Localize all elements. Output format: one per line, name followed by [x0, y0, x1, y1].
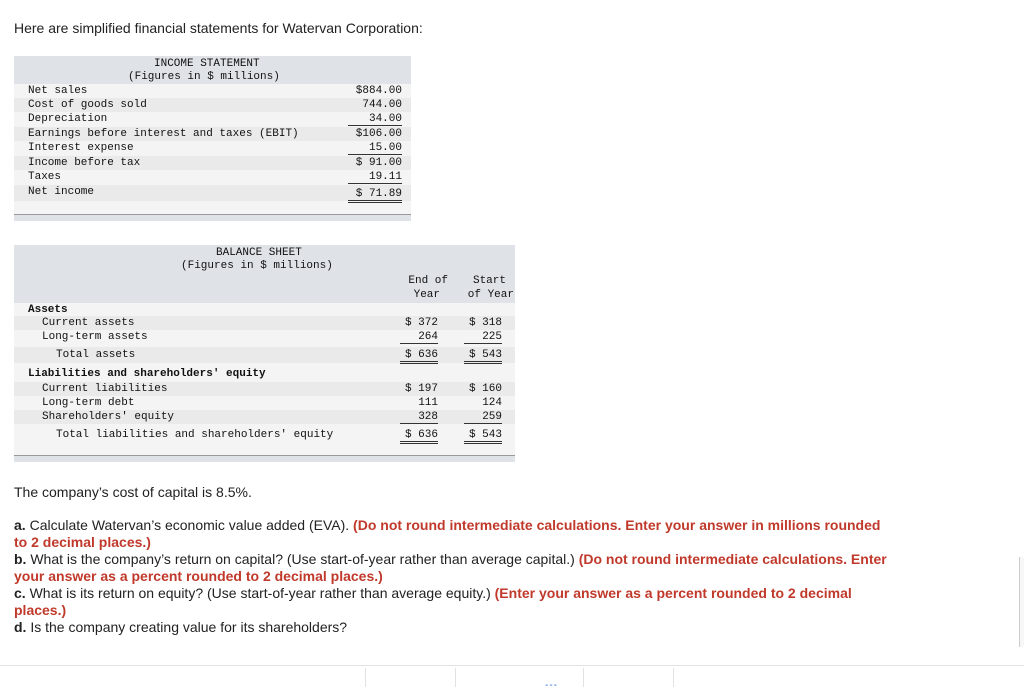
income-row [14, 127, 411, 141]
question-b-note: (Do not round intermediate calculations. Enter your answer as a percent rounded to 2 decimal places.) [14, 551, 887, 584]
balance-row-label: Current liabilities [42, 383, 168, 395]
income-row-value: $884.00 [355, 85, 402, 97]
answer-table-top-border [0, 665, 1024, 688]
question-d-text: Is the company creating value for its shareholders? [26, 619, 348, 635]
balance-end-value: 111 [418, 397, 438, 409]
income-row-label: Interest expense [28, 142, 134, 154]
income-row [14, 112, 411, 126]
question-d [14, 619, 894, 636]
side-panel-edge [1019, 557, 1024, 647]
question-c-note: (Enter your answer as a percent rounded to 2 decimal places.) [14, 585, 852, 618]
balance-row-label: Total liabilities and shareholders' equity [56, 429, 334, 441]
balance-end-value: $ 636 [400, 349, 438, 364]
question-c [14, 585, 894, 619]
balance-end-value: $ 372 [404, 317, 438, 329]
question-a-note: (Do not round intermediate calculations. Enter your answer in millions rounded to 2 decimal places.) [14, 517, 881, 550]
income-row-label: Income before tax [28, 157, 141, 169]
balance-row-label: Shareholders' equity [42, 411, 175, 423]
balance-start-value: 259 [464, 411, 502, 424]
cost-of-capital-text: The company’s cost of capital is 8.5%. [14, 484, 252, 500]
balance-start-value: 225 [464, 331, 502, 344]
balance-end-value: $ 636 [400, 429, 438, 444]
col-start-of-year-2: of Year [467, 289, 514, 301]
balance-end-value: 264 [400, 331, 438, 344]
income-row-value: 744.00 [362, 99, 402, 111]
income-row [14, 84, 411, 98]
liabilities-heading: Liabilities and shareholders' equity [28, 368, 266, 380]
income-row [14, 98, 411, 112]
question-b-letter: b. [14, 551, 27, 567]
income-row-value: 34.00 [348, 113, 402, 126]
income-row-value: $ 91.00 [355, 157, 402, 169]
balance-row [14, 410, 515, 424]
income-row [14, 170, 411, 184]
balance-row [14, 382, 515, 396]
answer-table-cell-divider [673, 668, 674, 687]
balance-start-value: $ 543 [464, 349, 502, 364]
balance-row [14, 330, 515, 344]
income-row-label: Cost of goods sold [28, 99, 147, 111]
balance-row-label: Long-term debt [42, 397, 135, 409]
income-statement-table [14, 56, 411, 216]
answer-table-cell-divider [583, 668, 584, 687]
balance-row [14, 347, 515, 363]
balance-start-value: 124 [482, 397, 502, 409]
income-row-value: 19.11 [348, 171, 402, 184]
answer-table-cell-divider [365, 668, 366, 687]
balance-end-value: $ 197 [404, 383, 438, 395]
income-row-label: Net sales [28, 85, 88, 97]
answer-table-cell-divider [455, 668, 456, 687]
balance-row [14, 396, 515, 410]
income-footer-bar [14, 214, 411, 221]
income-row-value: $ 71.89 [348, 188, 402, 203]
balance-row-label: Total assets [56, 349, 136, 361]
balance-start-value: $ 543 [464, 429, 502, 444]
income-row [14, 156, 411, 170]
balance-sheet-table [14, 245, 515, 455]
question-c-letter: c. [14, 585, 26, 601]
income-row [14, 141, 411, 155]
question-a-letter: a. [14, 517, 26, 533]
question-b-text: What is the company’s return on capital? (Use start-of-year rather than average capital.) [26, 551, 579, 567]
income-subtitle: (Figures in $ millions) [128, 71, 280, 83]
income-title: INCOME STATEMENT [154, 58, 260, 70]
balance-row-label: Current assets [42, 317, 135, 329]
balance-subtitle: (Figures in $ millions) [181, 260, 333, 272]
balance-footer-bar [14, 455, 515, 462]
question-c-text: What is its return on equity? (Use start-of-year rather than average equity.) [25, 585, 495, 601]
income-row-label: Depreciation [28, 113, 108, 125]
balance-row [14, 316, 515, 330]
balance-start-value: $ 318 [468, 317, 502, 329]
answer-dropdown-indicator[interactable]: --- [545, 680, 558, 691]
balance-row-label: Long-term assets [42, 331, 148, 343]
question-d-letter: d. [14, 619, 27, 635]
col-end-of-year-2: Year [413, 289, 440, 301]
question-a-text: Calculate Watervan’s economic value added (EVA). [25, 517, 354, 533]
balance-end-value: 328 [400, 411, 438, 424]
balance-row [14, 427, 515, 443]
balance-start-value: $ 160 [468, 383, 502, 395]
question-a [14, 517, 894, 551]
income-row [14, 185, 411, 201]
question-b [14, 551, 894, 585]
income-row-value: 15.00 [348, 142, 402, 155]
income-row-label: Earnings before interest and taxes (EBIT) [28, 128, 299, 140]
col-start-of-year-1: Start [472, 275, 506, 287]
balance-title: BALANCE SHEET [216, 247, 302, 259]
intro-text: Here are simplified financial statements for Watervan Corporation: [14, 20, 423, 36]
col-end-of-year-1: End of [408, 275, 448, 287]
income-row-label: Taxes [28, 171, 62, 183]
income-row-value: $106.00 [355, 128, 402, 140]
income-row-label: Net income [28, 186, 95, 198]
assets-heading: Assets [28, 304, 68, 316]
